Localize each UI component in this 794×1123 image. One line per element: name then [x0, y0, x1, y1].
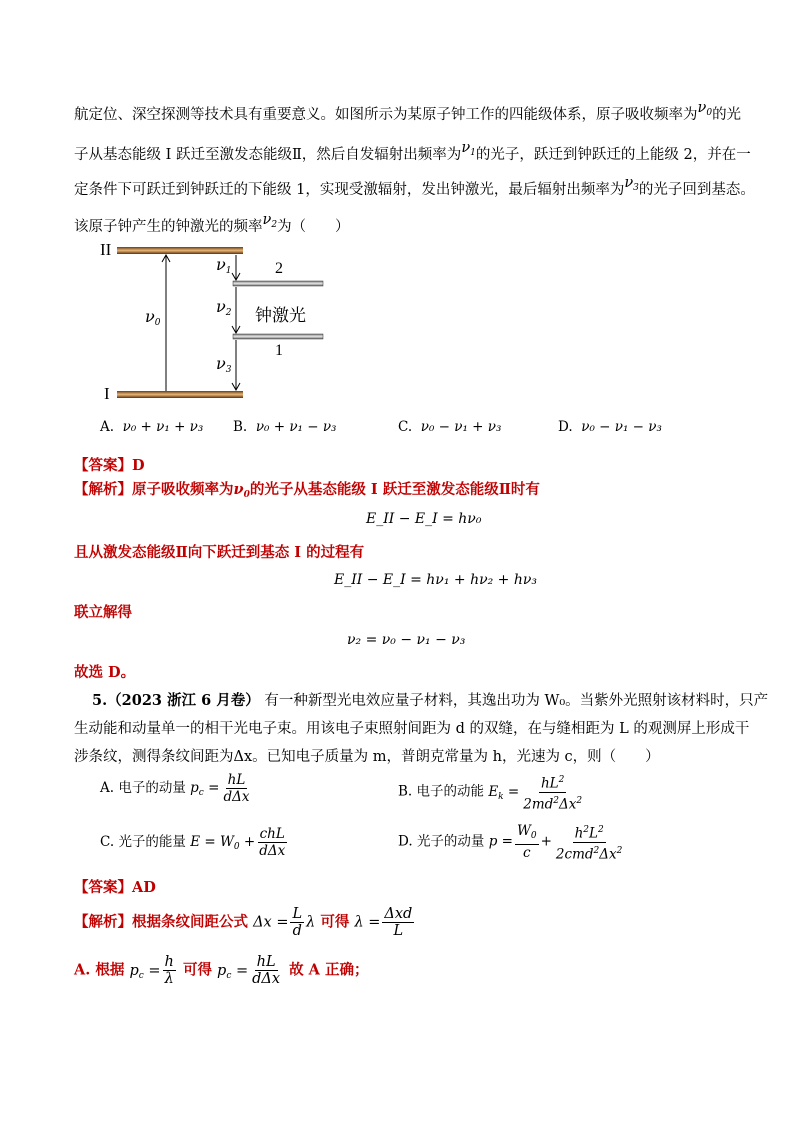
label-II: II — [100, 240, 112, 259]
label-1: 1 — [275, 342, 283, 359]
label-nu0: $\nu_0$ — [145, 307, 161, 328]
label-I: I — [104, 384, 110, 403]
level-I-bar — [117, 391, 243, 398]
q4-option-b[interactable]: B. ν₀ + ν₁ − ν₃ — [233, 419, 337, 435]
label-nu1: $\nu_1$ — [216, 255, 232, 276]
q5-line-2: 生动能和动量单一的相干光电子束。用该电子束照射间距为 d 的双缝，在与缝相距为 L 的观测屏上形成干 — [74, 721, 750, 737]
q4-analysis-line-2: 且从激发态能级Ⅱ向下跃迁到基态 I 的过程有 — [74, 544, 365, 561]
q4-answer: 【答案】D — [74, 457, 145, 474]
label-2: 2 — [275, 260, 283, 277]
q5-option-a[interactable]: A. 电子的动量 $p_c$ = $\frac{hL}{\text{dΔx}}$ — [100, 772, 250, 805]
q4-option-d[interactable]: D. ν₀ − ν₁ − ν₃ — [558, 419, 662, 435]
q5-option-c[interactable]: C. 光子的能量 $E = W_0$ + $\frac{\text{chL}}{\text{dΔx}}$ — [100, 826, 286, 859]
label-nu2: $\nu_2$ — [216, 297, 232, 318]
intro-line-4: 该原子钟产生的钟激光的频率$\nu_2$为（ ） — [74, 212, 350, 235]
level-1-bar — [233, 334, 323, 339]
q4-analysis-line-1: 【解析】原子吸收频率为$\nu_0$的光子从基态能级 I 跃迁至激发态能级Ⅱ时有 — [74, 481, 540, 500]
q5-analysis-line-1: 【解析】根据条纹间距公式 Δx = $\frac{L}{d}$ λ 可得 λ = $\frac{\text{Δxd}}{L}$ — [74, 906, 413, 939]
q4-analysis-line-4: 故选 D。 — [74, 664, 136, 681]
q5-analysis-line-2: A. 根据 $p_c$ = $\frac{h}{\lambda}$ 可得 $p_c$ = $\frac{hL}{\text{dΔx}}$ 故 A 正确； — [74, 954, 369, 987]
label-nu3: $\nu_3$ — [216, 354, 232, 375]
q5-answer: 【答案】AD — [74, 879, 156, 896]
intro-line-1: 航定位、深空探测等技术具有重要意义。如图所示为某原子钟工作的四能级体系，原子吸收频率为$\nu_0$的光 — [74, 100, 742, 123]
q5-line-3: 涉条纹，测得条纹间距为Δx。已知电子质量为 m，普朗克常量为 h，光速为 c，则（ ） — [74, 749, 660, 765]
q4-equation-2: E_II − E_I = hν₁ + hν₂ + hν₃ — [334, 572, 537, 588]
q4-option-c[interactable]: C. ν₀ − ν₁ + ν₃ — [398, 419, 502, 435]
q4-equation-3: ν₂ = ν₀ − ν₁ − ν₃ — [347, 632, 466, 648]
intro-line-2: 子从基态能级 I 跃迁至激发态能级Ⅱ，然后自发辐射出频率为$\nu_1$的光子，跃迁到钟跃迁的上能级 2，并在一 — [74, 140, 751, 163]
q5-option-b[interactable]: B. 电子的动能 $E_k$ = $\frac{hL^2}{2md^2\Delta x^2}$ — [398, 772, 586, 812]
clock-laser-label: 钟激光 — [255, 306, 306, 326]
level-II-bar — [117, 247, 243, 254]
q4-analysis-line-3: 联立解得 — [74, 604, 132, 621]
q5-option-d[interactable]: D. 光子的动量 p = $\frac{W_0}{c}$ + $\frac{h^2L^2}{2cmd^2\Delta x^2}$ — [398, 823, 623, 862]
intro-line-3: 定条件下可跃迁到钟跃迁的下能级 1，实现受激辐射，发出钟激光，最后辐射出频率为$\nu_3$的光子回到基态。 — [74, 175, 755, 198]
level-2-bar — [233, 281, 323, 286]
q4-equation-1: E_II − E_I = hν₀ — [366, 511, 482, 527]
q5-line-1: 5.（2023 浙江 6 月卷） 有一种新型光电效应量子材料，其逸出功为 W₀。当紫外光照射该材料时，只产 — [92, 692, 769, 709]
q4-option-a[interactable]: A. ν₀ + ν₁ + ν₃ — [100, 419, 204, 435]
